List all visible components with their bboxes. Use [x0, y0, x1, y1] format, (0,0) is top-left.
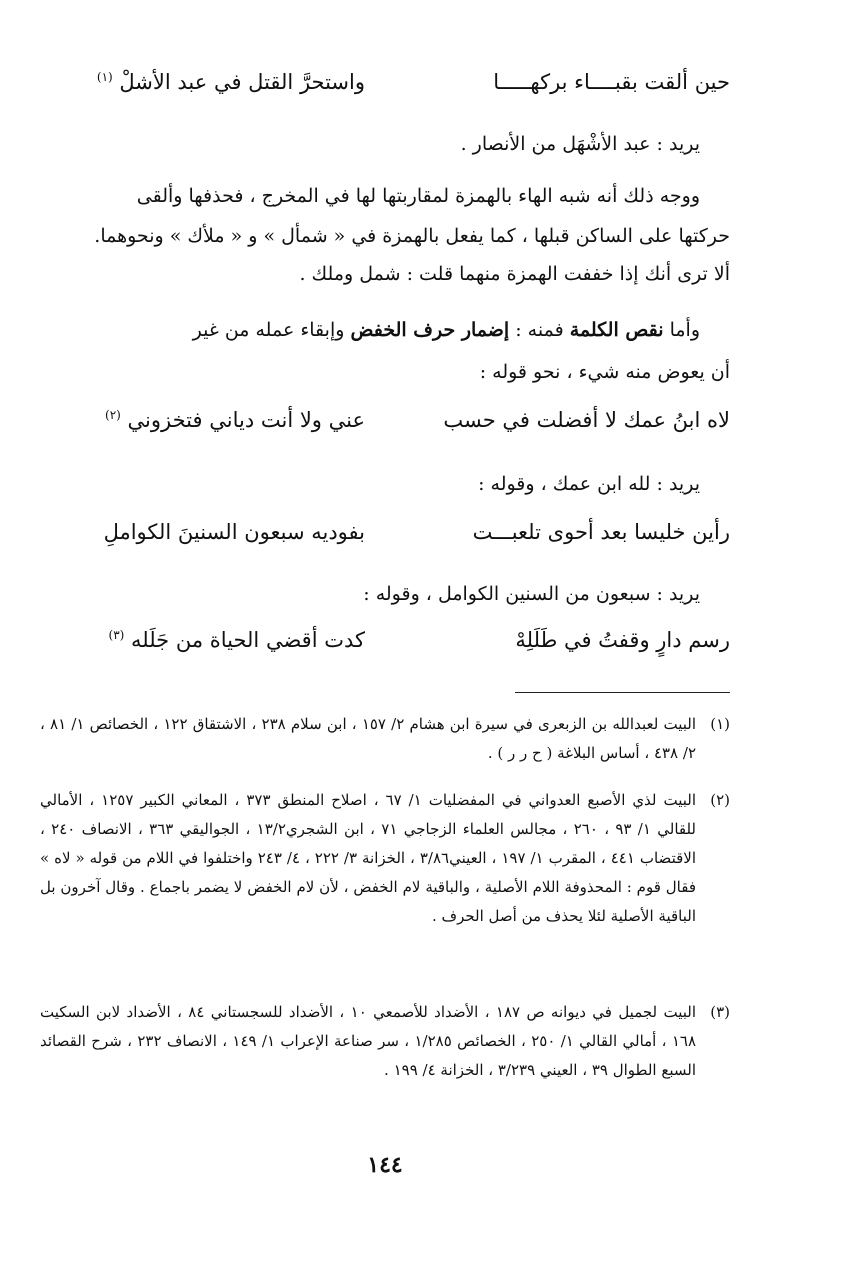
footnote-text: البيت لعبدالله بن الزبعرى في سيرة ابن هشام ٢/ ١٥٧ ، ابن سلام ٢٣٨ ، الاشتقاق ١٢٢ ، الخصائص ١/ ٨١ ، ٢/ ٤٣٨ ، أساس البلاغة ( ح ر ر ) .: [40, 715, 697, 762]
footnote-number: (١): [710, 715, 730, 733]
verse-second-half: بفوديه سبعون السنينَ الكواملِ: [103, 520, 365, 544]
verse-second-half-text: عني ولا أنت دياني فتخزوني: [127, 408, 365, 432]
verse-second-half-text: واستحرَّ القتل في عبد الأشلْ: [119, 70, 365, 94]
body-text: وإبقاء عمله من غير: [192, 319, 351, 341]
bold-term: إضمار حرف الخفض: [350, 319, 510, 341]
body-text: وأما: [663, 319, 700, 341]
body-line: يريد : سبعون من السنين الكوامل ، وقوله :: [363, 583, 700, 605]
verse-second-half-text: كدت أقضي الحياة من جَلَله: [131, 628, 365, 652]
verse-line: [40, 628, 730, 662]
page-number: ١٤٤: [367, 1152, 403, 1178]
verse-second-half: [97, 70, 365, 94]
verse-line: [40, 520, 730, 554]
verse-first-half: رأين خليسا بعد أحوى تلعبـــت: [472, 520, 730, 544]
body-line: ألا ترى أنك إذا خففت الهمزة منهما قلت : شمل وملك .: [299, 263, 730, 285]
body-line: أن يعوض منه شيء ، نحو قوله :: [479, 361, 730, 383]
footnote-number: (٣): [710, 1003, 730, 1021]
body-line: يريد : عبد الأشْهَل من الأنصار .: [460, 133, 700, 155]
footnote: [40, 998, 730, 1085]
footnote-ref: (٣): [108, 628, 125, 642]
book-page: [40, 40, 730, 1210]
body-line: حركتها على الساكن قبلها ، كما يفعل بالهمزة في « شمأل » و « ملأك » ونحوهما.: [94, 225, 730, 247]
body-line: يريد : لله ابن عمك ، وقوله :: [478, 473, 700, 495]
footnote: [40, 786, 730, 931]
verse-line: [40, 70, 730, 104]
verse-first-half: رسم دارٍ وقفتُ في طَلَلِهْ: [515, 628, 730, 652]
bold-term: نقص الكلمة: [569, 319, 664, 341]
verse-first-half: لاه ابنُ عمك لا أفضلت في حسب: [443, 408, 730, 432]
footnote: [40, 710, 730, 768]
body-line: ووجه ذلك أنه شبه الهاء بالهمزة لمقاربتها لها في المخرج ، فحذفها وألقى: [136, 185, 700, 207]
footnote-text: البيت لذي الأصبع العدواني في المفضليات ١/ ٦٧ ، اصلاح المنطق ٣٧٣ ، المعاني الكبير ١٢٥٧ ، الأمالي للقالي ١/ ٩٣ ، ٢٦٠ ، مجالس العلماء الزجاجي ٧١ ، ابن الشجري١٣/٢ ، الجواليقي ٣٦٣ ، الانصاف ٢٤٠ ، الاقتضاب ٤٤١ ، المقرب ١/ ١٩٧ ، العيني٣/٨٦ ، الخزانة ٣/ ٢٢٢ ، ٤/ ٢٤٣ واختلفوا في اللام من قوله « لاه » فقال قوم : المحذوفة اللام الأصلية ، والباقية لام الخفض ، لأن لام الخفض لا يضمر باجماع . وقال آخرون بل الباقية الأصلية لئلا يحذف من أصل الحرف .: [40, 791, 697, 925]
body-line: [10, 316, 730, 344]
verse-second-half: [109, 628, 366, 652]
body-text: فمنه :: [509, 319, 570, 341]
footnote-ref: (٢): [105, 408, 121, 422]
verse-line: [40, 408, 730, 442]
footnote-number: (٢): [710, 791, 730, 809]
footnote-divider: [515, 692, 730, 693]
footnote-text: البيت لجميل في ديوانه ص ١٨٧ ، الأضداد للأصمعي ١٠ ، الأضداد للسجستاني ٨٤ ، الأضداد لابن السكيت ١٦٨ ، أمالي القالي ١/ ٢٥٠ ، الخصائص ١/٢٨٥ ، سر صناعة الإعراب ١/ ١٤٩ ، الانصاف ٢٣٢ ، شرح القصائد السبع الطوال ٣٩ ، العيني ٣/٢٣٩ ، الخزانة ٤/ ١٩٩ .: [40, 1003, 697, 1079]
verse-first-half: حين ألقت بقبــــاء بركهـــــا: [493, 70, 730, 94]
verse-second-half: [105, 408, 365, 432]
footnote-ref: (١): [96, 70, 113, 84]
